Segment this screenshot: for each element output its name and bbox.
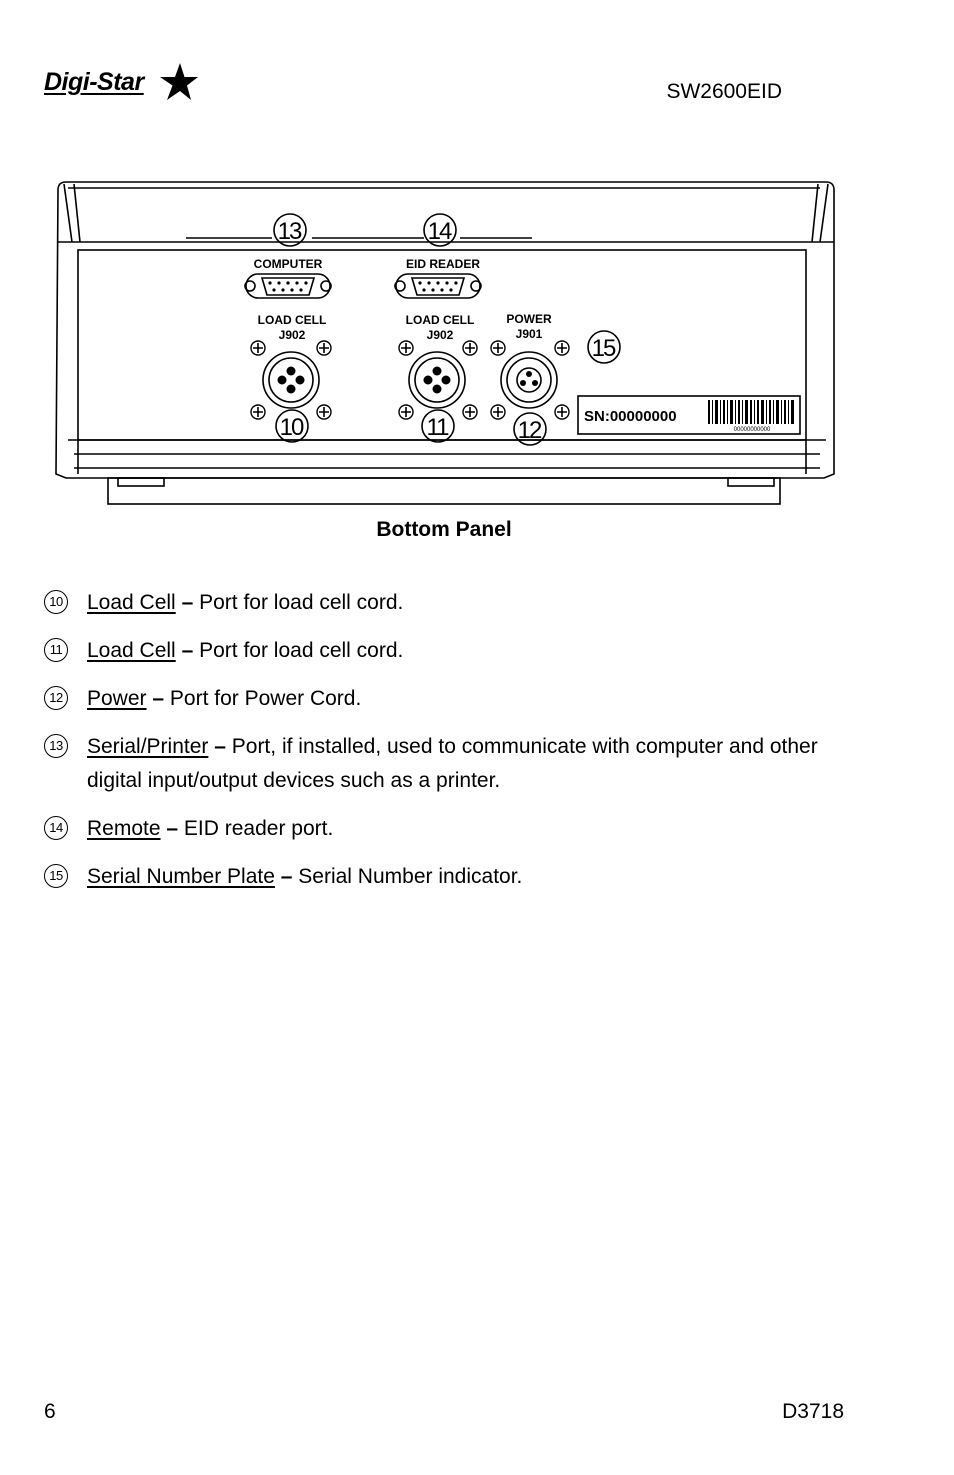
item-term: Serial Number Plate [87, 865, 275, 888]
power-port-label: POWER [506, 312, 552, 326]
item-term: Serial/Printer [87, 735, 209, 758]
item-term: Load Cell [87, 639, 176, 662]
callout-13: 13 [277, 218, 301, 245]
list-item [44, 860, 864, 894]
item-description: Serial Number indicator. [292, 865, 523, 888]
item-number-badge: 12 [44, 686, 68, 710]
item-description: EID reader port. [178, 817, 334, 840]
barcode-digits: 00000000000 [733, 427, 771, 433]
digi-star-logo [44, 62, 199, 104]
list-item [44, 730, 864, 798]
callout-10: 10 [279, 414, 303, 441]
load-cell-left-label: LOAD CELL [257, 313, 327, 327]
item-dash: – [280, 865, 293, 888]
star-icon [156, 62, 198, 104]
item-term: Load Cell [87, 591, 176, 614]
item-number-badge: 14 [44, 816, 68, 840]
item-term: Power [87, 687, 147, 710]
list-item [44, 634, 864, 668]
page-number: 6 [44, 1400, 56, 1423]
j902-left-label: J902 [278, 328, 306, 342]
item-dash: – [181, 639, 194, 662]
callout-14: 14 [427, 218, 451, 245]
list-item [44, 812, 864, 846]
document-model: SW2600EID [666, 80, 782, 103]
eid-reader-port-label: EID READER [405, 257, 481, 271]
callout-11: 11 [426, 414, 448, 441]
bottom-panel-figure [50, 178, 840, 513]
serial-plate-text: SN:00000000 [584, 408, 677, 425]
item-dash: – [214, 735, 226, 758]
figure-caption: Bottom Panel [376, 518, 512, 541]
callout-12: 12 [517, 417, 541, 444]
item-description: Port, if installed, used to communicate with computer and other digital input/output devices such as a printer. [87, 735, 818, 792]
load-cell-middle-label: LOAD CELL [405, 313, 475, 327]
item-dash: – [181, 591, 194, 614]
item-dash: – [166, 817, 179, 840]
list-item [44, 586, 864, 620]
callout-15: 15 [591, 335, 615, 362]
item-description: Port for load cell cord. [193, 591, 404, 614]
list-item [44, 682, 864, 716]
computer-port-label: COMPUTER [253, 257, 323, 271]
item-number-badge: 11 [44, 638, 68, 662]
item-number-badge: 15 [44, 864, 68, 888]
j901-label: J901 [515, 327, 543, 341]
item-number-badge: 10 [44, 590, 68, 614]
logo-wordmark: Digi-Star [44, 68, 144, 96]
item-term: Remote [87, 817, 161, 840]
item-number-badge: 13 [44, 734, 68, 758]
item-description: Port for Power Cord. [164, 687, 362, 710]
document-code: D3718 [782, 1400, 844, 1423]
port-legend-list [44, 586, 864, 908]
item-description: Port for load cell cord. [193, 639, 404, 662]
item-dash: – [152, 687, 165, 710]
j902-middle-label: J902 [426, 328, 454, 342]
